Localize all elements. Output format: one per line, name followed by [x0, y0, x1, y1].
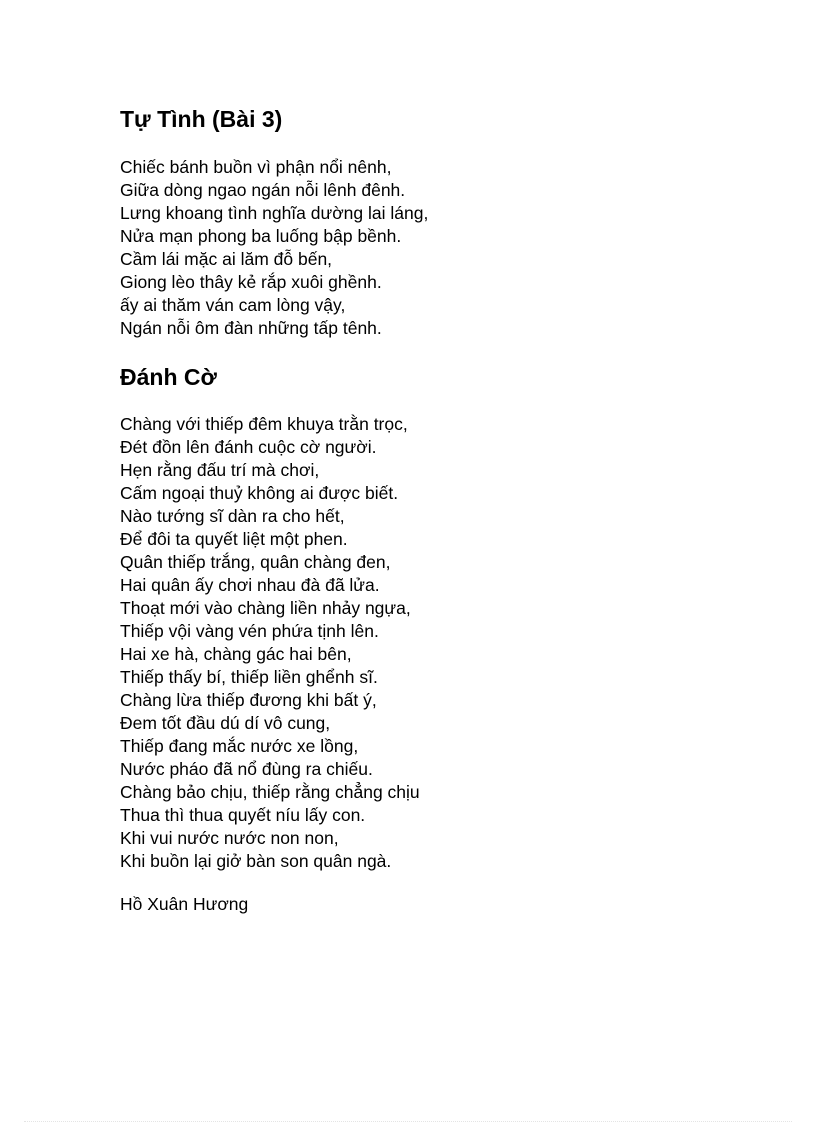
- verse-line: Nước pháo đã nổ đùng ra chiếu.: [120, 759, 373, 779]
- verse-line: Thua thì thua quyết níu lấy con.: [120, 805, 366, 825]
- verse-line: Giữa dòng ngao ngán nỗi lênh đênh.: [120, 180, 406, 200]
- page-bottom-divider: [24, 1121, 792, 1122]
- verse-line: Thiếp thấy bí, thiếp liền ghểnh sĩ.: [120, 667, 378, 687]
- verse-line: ấy ai thăm ván cam lòng vậy,: [120, 295, 346, 315]
- verse-line: Chàng với thiếp đêm khuya trằn trọc,: [120, 414, 408, 434]
- poem-title-danh-co: Đánh Cờ: [120, 364, 217, 390]
- verse-line: Khi buồn lại giở bàn son quân ngà.: [120, 851, 392, 871]
- verse-line: Thiếp vội vàng vén phứa tịnh lên.: [120, 621, 379, 641]
- verse-line: Để đôi ta quyết liệt một phen.: [120, 529, 348, 549]
- verse-line: Đem tốt đầu dú dí vô cung,: [120, 713, 331, 733]
- verse-line: Chàng lừa thiếp đương khi bất ý,: [120, 690, 377, 710]
- poem-verse-tu-tinh: [120, 156, 428, 340]
- verse-line: Thoạt mới vào chàng liền nhảy ngựa,: [120, 598, 411, 618]
- verse-line: Ngán nỗi ôm đàn những tấp tênh.: [120, 318, 382, 338]
- verse-line: Quân thiếp trắng, quân chàng đen,: [120, 552, 391, 572]
- verse-line: Hẹn rằng đấu trí mà chơi,: [120, 460, 320, 480]
- verse-line: Cấm ngoại thuỷ không ai được biết.: [120, 483, 399, 503]
- verse-line: Nào tướng sĩ dàn ra cho hết,: [120, 506, 345, 526]
- author-name: Hồ Xuân Hương: [120, 894, 249, 914]
- verse-line: Chiếc bánh buồn vì phận nổi nênh,: [120, 157, 392, 177]
- verse-line: Hai xe hà, chàng gác hai bên,: [120, 644, 352, 664]
- verse-line: Lưng khoang tình nghĩa dường lai láng,: [120, 203, 429, 223]
- verse-line: Giong lèo thây kẻ rắp xuôi ghềnh.: [120, 272, 382, 292]
- poem-title-tu-tinh: Tự Tình (Bài 3): [120, 106, 283, 132]
- verse-line: Cầm lái mặc ai lăm đỗ bến,: [120, 249, 333, 269]
- verse-line: Khi vui nước nước non non,: [120, 828, 339, 848]
- verse-line: Hai quân ấy chơi nhau đà đã lửa.: [120, 575, 380, 595]
- verse-line: Thiếp đang mắc nước xe lồng,: [120, 736, 359, 756]
- poem-verse-danh-co: [120, 413, 420, 873]
- verse-line: Chàng bảo chịu, thiếp rằng chẳng chịu: [120, 782, 420, 802]
- verse-line: Đét đồn lên đánh cuộc cờ người.: [120, 437, 377, 457]
- verse-line: Nửa mạn phong ba luống bập bềnh.: [120, 226, 402, 246]
